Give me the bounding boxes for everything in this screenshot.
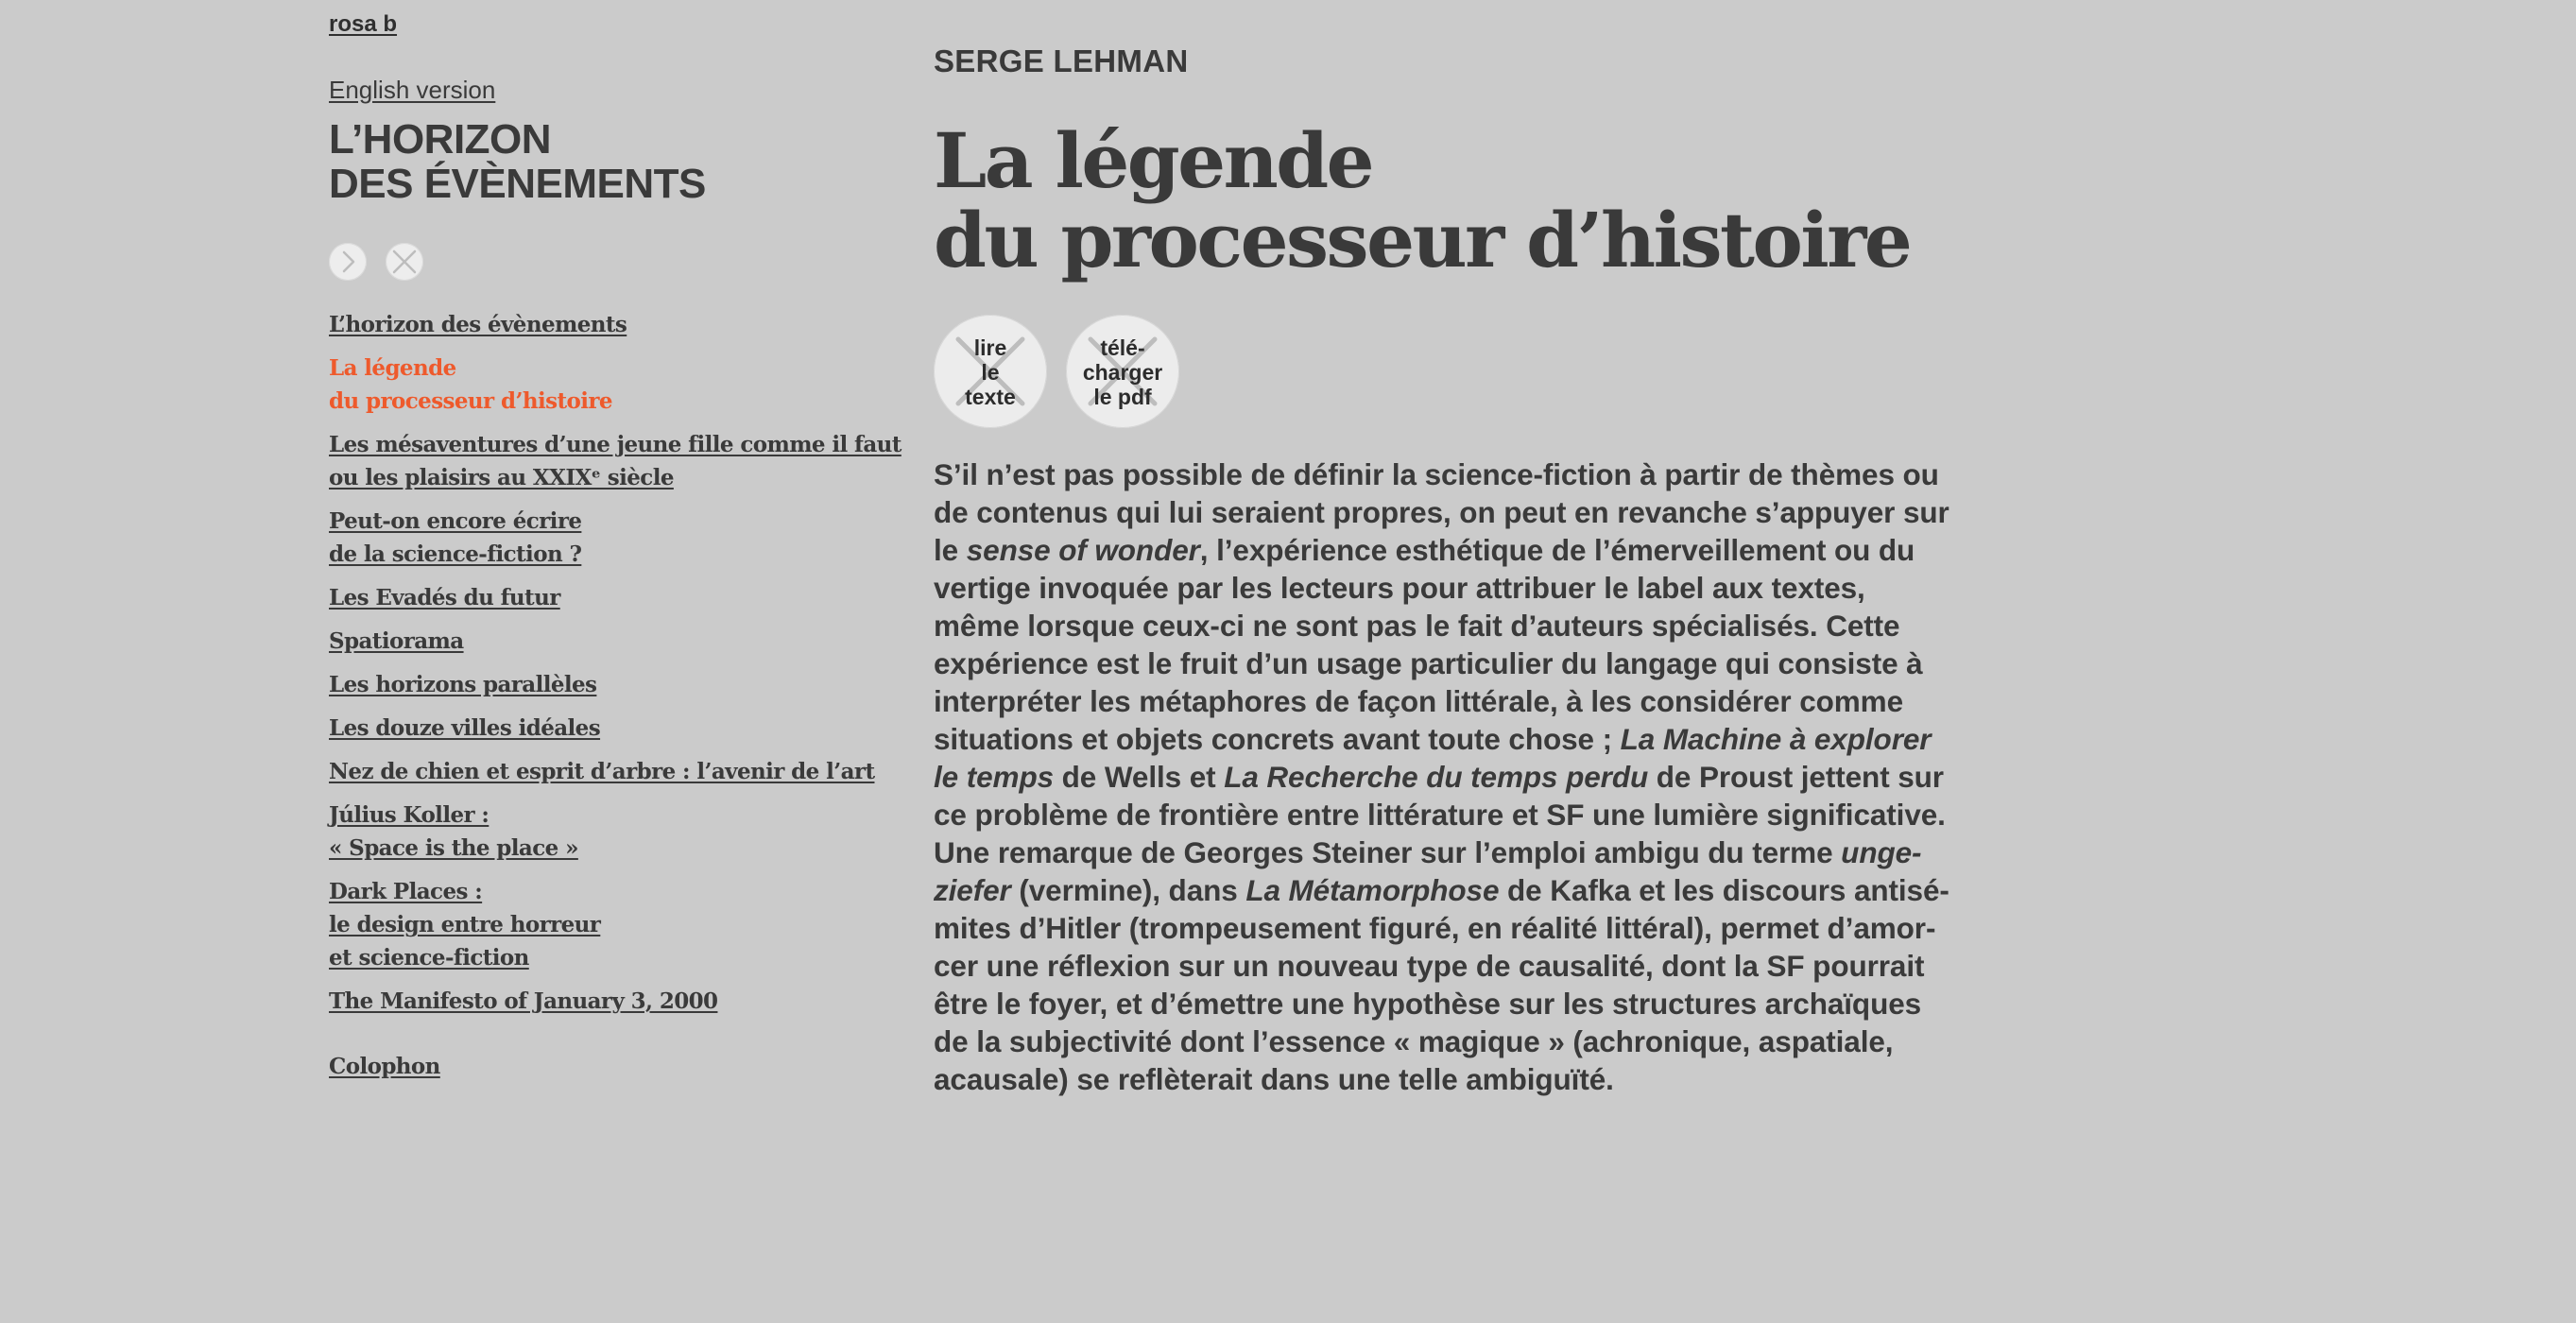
- abstract-line: [934, 796, 1983, 833]
- abstract-italic-run: ziefer: [934, 873, 1011, 907]
- abstract-line: [934, 531, 1983, 569]
- abstract-run: S’il n’est pas possible de définir la science-fiction à partir de thèmes ou: [934, 457, 1939, 491]
- toc-item-label: Les mésaventures d’une jeune fille comme il faut: [329, 432, 902, 457]
- toc-item[interactable]: [329, 755, 934, 788]
- download-pdf-label: télé- charger le pdf: [1082, 335, 1163, 409]
- abstract-run: de Kafka et les discours antisé-: [1499, 873, 1949, 907]
- toc-item-active[interactable]: [329, 352, 934, 418]
- abstract-run: même lorsque ceux-ci ne sont pas le fait d’auteurs spécialisés. Cette: [934, 609, 1900, 643]
- abstract-run: de contenus qui lui seraient propres, on peut en revanche s’appuyer sur: [934, 495, 1949, 529]
- toc-item-label: Nez de chien et esprit d’arbre : l’avenir de l’art: [329, 759, 875, 784]
- abstract-line: [934, 947, 1983, 985]
- abstract-line: [934, 1060, 1983, 1098]
- section-title: [329, 117, 706, 206]
- toc-item[interactable]: [329, 581, 934, 614]
- abstract-line: [934, 569, 1983, 607]
- toc-item[interactable]: [329, 875, 934, 974]
- site-home-link[interactable]: rosa b: [329, 11, 398, 37]
- abstract-run: (vermine), dans: [1010, 873, 1246, 907]
- abstract-line: [934, 720, 1983, 758]
- abstract-line: [934, 871, 1983, 909]
- section-title-line: L’HORIZON: [329, 116, 552, 163]
- abstract-line: [934, 758, 1983, 796]
- toc-item[interactable]: [329, 428, 934, 494]
- toc-item-label: « Space is the place »: [329, 835, 578, 861]
- abstract-run: cer une réflexion sur un nouveau type de causalité, dont la SF pourrait: [934, 949, 1925, 983]
- download-pdf-button[interactable]: [1066, 315, 1179, 428]
- abstract-run: Une remarque de Georges Steiner sur l’emploi ambigu du terme: [934, 835, 1842, 869]
- next-button[interactable]: [329, 243, 367, 281]
- toc-item-label: Július Koller :: [329, 802, 489, 828]
- read-text-button[interactable]: [934, 315, 1047, 428]
- abstract-italic-run: unge-: [1841, 835, 1922, 869]
- abstract-run: de la subjectivité dont l’essence « magique » (achronique, aspatiale,: [934, 1024, 1894, 1058]
- abstract-run: de Proust jettent sur: [1648, 760, 1944, 794]
- toc-item-label: et science-fiction: [329, 945, 529, 971]
- toc-item-label: ou les plaisirs au XXIXᵉ siècle: [329, 465, 674, 490]
- toc-item-label: Peut-on encore écrire: [329, 508, 582, 534]
- abstract-run: acausale) se reflèterait dans une telle ambiguïté.: [934, 1062, 1614, 1096]
- abstract-italic-run: sense of wonder: [966, 533, 1200, 567]
- close-button[interactable]: [386, 243, 423, 281]
- toc-item-label: Dark Places :: [329, 879, 483, 904]
- toc-item[interactable]: [329, 668, 934, 701]
- abstract-line: [934, 607, 1983, 644]
- toc-item-label: Colophon: [329, 1054, 440, 1079]
- abstract-italic-run: La Métamorphose: [1245, 873, 1500, 907]
- toc-item[interactable]: [329, 985, 934, 1018]
- abstract-line: [934, 682, 1983, 720]
- abstract-line: [934, 833, 1983, 871]
- english-version-link[interactable]: English version: [329, 76, 496, 104]
- author-name: SERGE LEHMAN: [934, 43, 1189, 78]
- toc-item[interactable]: [329, 308, 934, 341]
- abstract-run: vertige invoquée par les lecteurs pour attribuer le label aux textes,: [934, 571, 1865, 605]
- abstract-line: [934, 1022, 1983, 1060]
- toc-item[interactable]: [329, 505, 934, 571]
- toc-item-label: Spatiorama: [329, 628, 464, 654]
- abstract-run: , l’expérience esthétique de l’émerveillement ou du: [1199, 533, 1915, 567]
- toc-item-label: de la science-fiction ?: [329, 541, 582, 567]
- abstract-italic-run: La Recherche du temps perdu: [1224, 760, 1649, 794]
- toc-item-label: La légende: [329, 355, 456, 381]
- abstract-text: [934, 455, 1983, 1098]
- read-text-label: lire le texte: [965, 335, 1016, 409]
- table-of-contents: [329, 308, 934, 1093]
- abstract-run: de Wells et: [1054, 760, 1225, 794]
- abstract-run: le: [934, 533, 967, 567]
- toc-item[interactable]: [329, 799, 934, 865]
- toc-item-label: L’horizon des évènements: [329, 312, 627, 337]
- toc-item-label: du processeur d’histoire: [329, 388, 612, 414]
- section-title-line: DES ÉVÈNEMENTS: [329, 161, 706, 207]
- toc-item-label: The Manifesto of January 3, 2000: [329, 988, 718, 1014]
- abstract-run: être le foyer, et d’émettre une hypothèse sur les structures archaïques: [934, 987, 1922, 1021]
- page-title-line: du processeur d’histoire: [934, 196, 1911, 284]
- abstract-run: interpréter les métaphores de façon littérale, à les considérer comme: [934, 684, 1904, 718]
- abstract-run: situations et objets concrets avant toute chose ;: [934, 722, 1621, 756]
- page-title: [934, 116, 1911, 284]
- abstract-italic-run: La Machine à explorer: [1620, 722, 1932, 756]
- chevron-right-icon: [329, 243, 367, 281]
- abstract-italic-run: le temps: [934, 760, 1054, 794]
- toc-item[interactable]: [329, 625, 934, 658]
- close-icon: [386, 243, 423, 281]
- abstract-run: mites d’Hitler (trompeusement figuré, en réalité littéral), permet d’amor-: [934, 911, 1936, 945]
- toc-item-label: Les Evadés du futur: [329, 585, 560, 610]
- toc-item-label: Les horizons parallèles: [329, 672, 597, 697]
- abstract-line: [934, 493, 1983, 531]
- abstract-run: ce problème de frontière entre littérature et SF une lumière significative.: [934, 798, 1946, 832]
- abstract-line: [934, 644, 1983, 682]
- toc-item-label: le design entre horreur: [329, 912, 601, 937]
- abstract-line: [934, 455, 1983, 493]
- abstract-line: [934, 985, 1983, 1022]
- toc-item[interactable]: [329, 1050, 934, 1083]
- abstract-line: [934, 909, 1983, 947]
- page-title-line: La légende: [934, 116, 1373, 205]
- toc-item-label: Les douze villes idéales: [329, 715, 601, 741]
- toc-item[interactable]: [329, 712, 934, 745]
- abstract-run: expérience est le fruit d’un usage particulier du langage qui consiste à: [934, 646, 1923, 680]
